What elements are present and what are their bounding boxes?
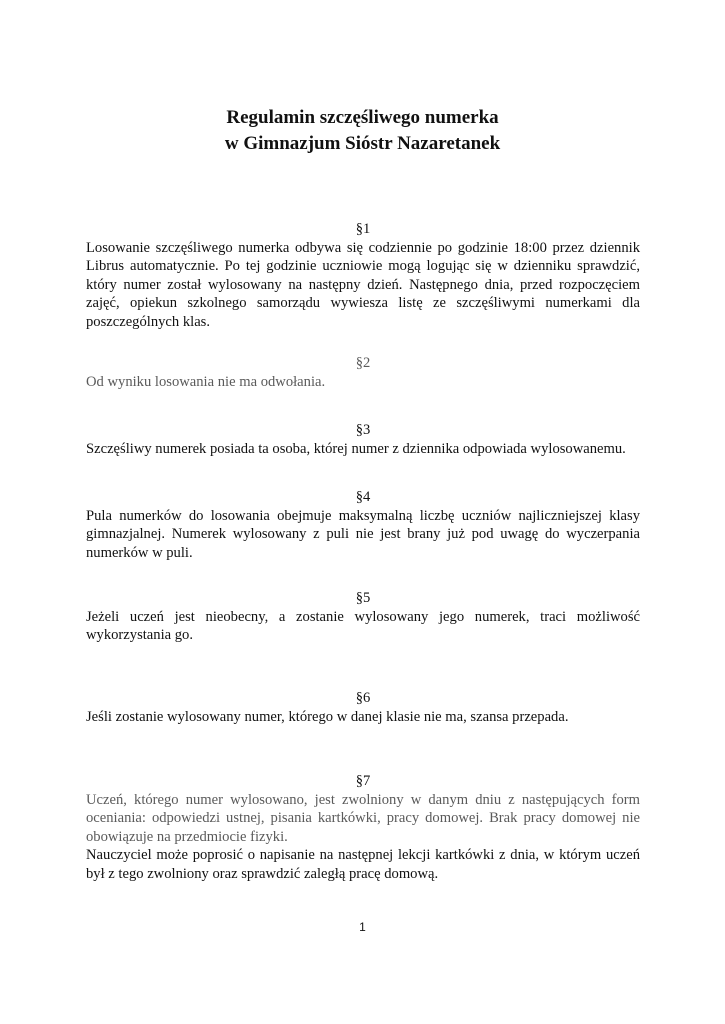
section-6 [86,689,640,726]
section-number: §4 [355,489,371,505]
section-number: §3 [355,422,371,438]
section-7 [86,772,640,883]
section-text: Uczeń, którego numer wylosowano, jest zwolniony w danym dniu z następujących form oceniania: odpowiedzi ustnej, pisania kartkówki, pracy domowej. Brak pracy domowej nie obowiązuje na przedmiocie fizyki. [86,791,640,845]
section-number: §7 [355,773,371,789]
section-5 [86,589,640,645]
section-number: §5 [355,590,371,606]
section-text: Od wyniku losowania nie ma odwołania. [86,373,326,390]
section-2 [86,354,640,391]
section-number: §2 [355,355,371,371]
section-3 [86,421,640,458]
document-title-line-1: Regulamin szczęśliwego numerka [226,107,499,128]
section-text: Szczęśliwy numerek posiada ta osoba, której numer z dziennika odpowiada wylosowanemu. [86,440,626,457]
section-text: Pula numerków do losowania obejmuje maksymalną liczbę uczniów najliczniejszej klasy gimnazjalnej. Numerek wylosowany z puli nie jest brany już pod uwagę do wyczerpania numerków w puli. [86,507,640,561]
section-1 [86,220,640,331]
document-title-line-2: w Gimnazjum Sióstr Nazaretanek [224,133,501,154]
section-number: §6 [355,690,371,706]
section-4 [86,488,640,562]
section-text-continued: Nauczyciel może poprosić o napisanie na następnej lekcji kartkówki z dnia, w którym uczeń był z tego zwolniony oraz sprawdzić zaległą pracę domową. [86,847,640,882]
section-number: §1 [355,221,371,237]
section-text: Jeżeli uczeń jest nieobecny, a zostanie wylosowany jego numerek, traci możliwość wykorzystania go. [86,608,640,643]
section-text: Losowanie szczęśliwego numerka odbywa się codziennie po godzinie 18:00 przez dziennik Librus automatycznie. Po tej godzinie uczniowie mogą logując się w dzienniku sprawdzić, który numer został wylosowany na następny dzień. Następnego dnia, przed rozpoczęciem zajęć, opiekun szkolnego samorządu wywiesza listę ze szczęśliwymi numerkami dla poszczególnych klas. [86,239,640,330]
page-number: 1 [359,920,366,934]
section-text: Jeśli zostanie wylosowany numer, którego w danej klasie nie ma, szansa przepada. [86,708,569,725]
